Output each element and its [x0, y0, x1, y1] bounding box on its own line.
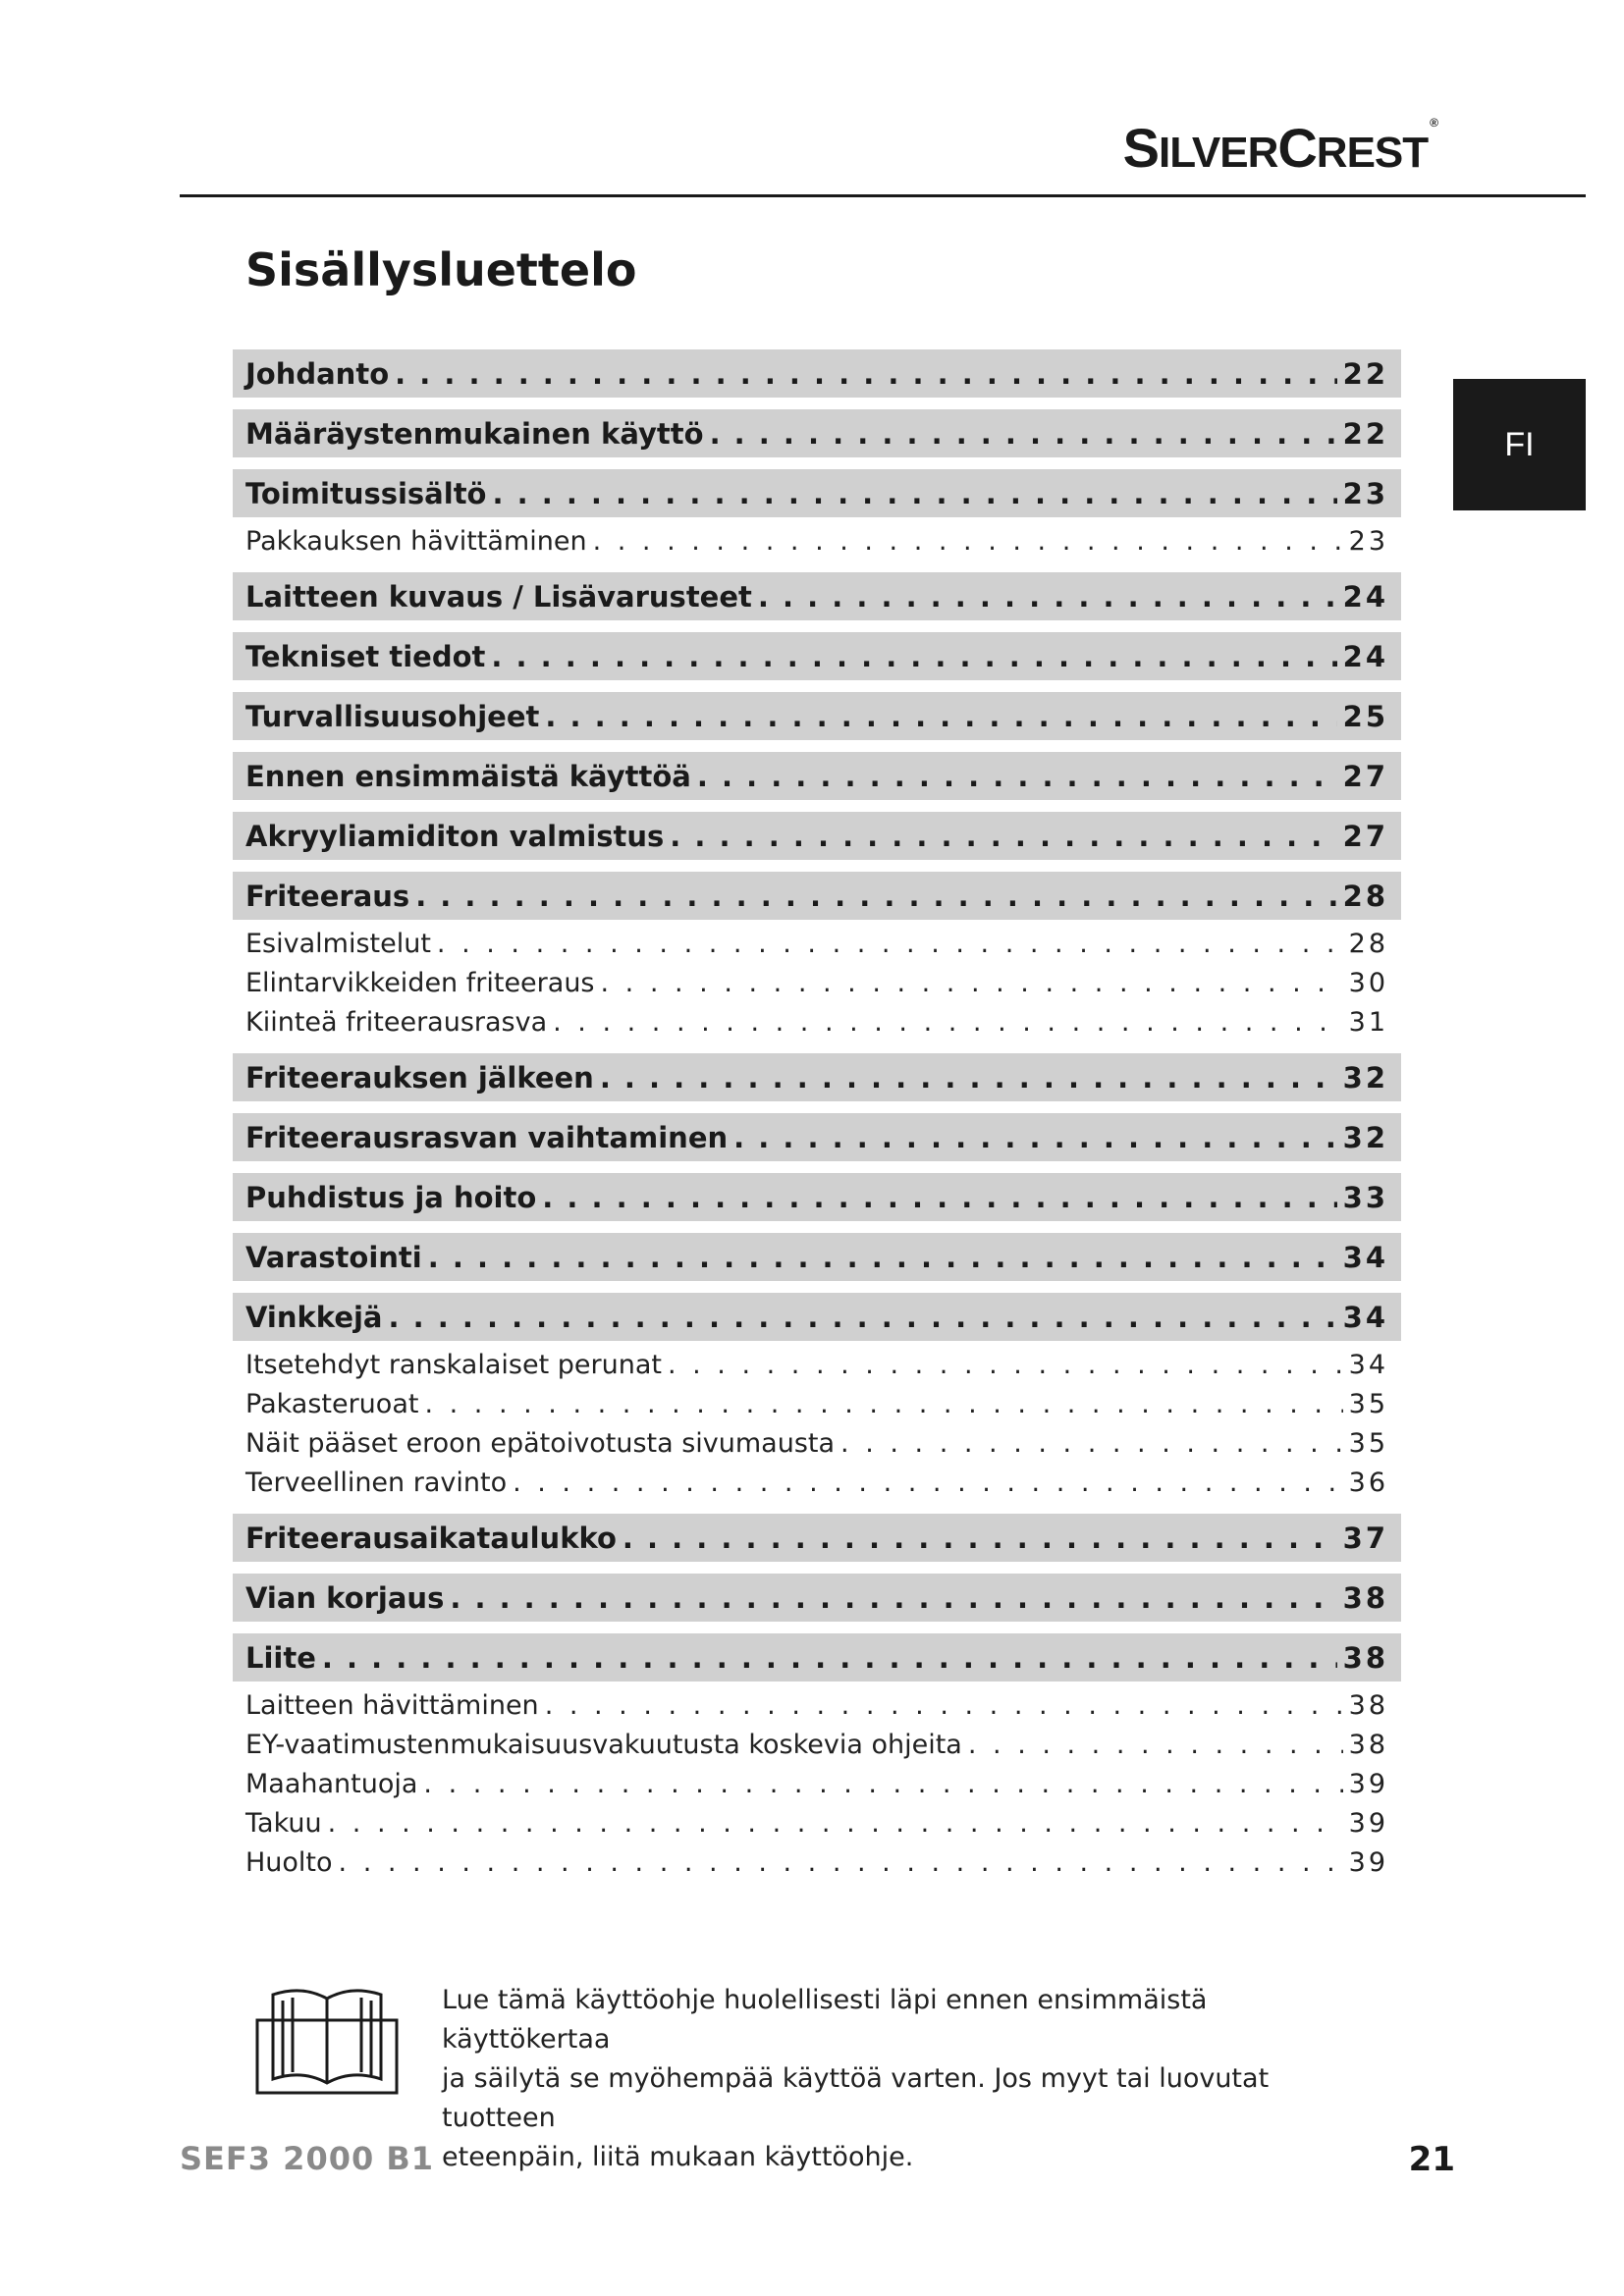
- dot-leader: [328, 1808, 1343, 1839]
- dot-leader: [697, 760, 1337, 793]
- toc-entry-title: Pakkauksen hävittäminen: [245, 525, 587, 557]
- toc-page-number: 28: [1348, 928, 1388, 959]
- toc-section-row: [233, 1633, 1401, 1682]
- toc-section-row: [233, 1053, 1401, 1101]
- toc-page-number: 39: [1348, 1846, 1388, 1878]
- toc-entry-title: Maahantuoja: [245, 1768, 418, 1799]
- toc-entry-title: Varastointi: [245, 1240, 422, 1274]
- brand-logo: SILVERCREST®: [1122, 116, 1437, 179]
- toc-entry-title: EY-vaatimustenmukaisuusvakuutusta koskevia ohjeita: [245, 1729, 962, 1760]
- dot-leader: [601, 968, 1343, 998]
- notice-line: eteenpäin, liitä mukaan käyttöohje.: [442, 2142, 914, 2172]
- dot-leader: [395, 357, 1337, 391]
- toc-subsection-row: [233, 1002, 1401, 1041]
- toc-page-number: 32: [1342, 1060, 1388, 1095]
- toc-section-row: [233, 1293, 1401, 1341]
- toc-page-number: 27: [1342, 759, 1388, 793]
- toc-entry-title: Friteerausrasvan vaihtaminen: [245, 1120, 729, 1154]
- toc-entry-title: Akryyliamiditon valmistus: [245, 819, 665, 853]
- dot-leader: [600, 1061, 1337, 1095]
- table-of-contents: [233, 349, 1401, 1882]
- toc-page-number: 27: [1342, 819, 1388, 853]
- toc-entry-title: Puhdistus ja hoito: [245, 1180, 537, 1214]
- dot-leader: [424, 1389, 1342, 1419]
- toc-page-number: 24: [1342, 579, 1388, 614]
- toc-section-row: [233, 349, 1401, 398]
- toc-section-row: [233, 1514, 1401, 1562]
- notice-line: Lue tämä käyttöohje huolellisesti läpi ennen ensimmäistä käyttökertaa: [442, 1985, 1208, 2055]
- toc-entry-title: Vian korjaus: [245, 1580, 445, 1615]
- toc-entry-title: Kiinteä friteerausrasva: [245, 1006, 548, 1038]
- toc-entry-title: Johdanto: [245, 356, 390, 391]
- dot-leader: [491, 640, 1336, 673]
- toc-entry-title: Itsetehdyt ranskalaiset perunat: [245, 1349, 662, 1380]
- toc-entry-title: Takuu: [245, 1807, 322, 1839]
- toc-subsection-row: [233, 1764, 1401, 1803]
- toc-page-number: 39: [1348, 1768, 1388, 1799]
- dot-leader: [513, 1468, 1343, 1498]
- toc-entry-title: Vinkkejä: [245, 1300, 383, 1334]
- toc-page-number: 35: [1348, 1388, 1388, 1419]
- toc-page-number: 32: [1342, 1120, 1388, 1154]
- toc-section-row: [233, 409, 1401, 457]
- toc-entry-title: Liite: [245, 1640, 316, 1675]
- toc-page-number: 24: [1342, 639, 1388, 673]
- toc-section-row: [233, 1173, 1401, 1221]
- toc-entry-title: Tekniset tiedot: [245, 639, 486, 673]
- toc-section-row: [233, 1233, 1401, 1281]
- toc-page-number: 38: [1348, 1689, 1388, 1721]
- dot-leader: [668, 1350, 1343, 1380]
- dot-leader: [670, 820, 1336, 853]
- book-icon: [253, 1981, 401, 2097]
- dot-leader: [415, 880, 1336, 913]
- toc-page-number: 28: [1342, 879, 1388, 913]
- toc-entry-title: Esivalmistelut: [245, 928, 431, 959]
- toc-page-number: 23: [1342, 476, 1388, 510]
- toc-subsection-row: [233, 1803, 1401, 1842]
- toc-entry-title: Friteerauksen jälkeen: [245, 1060, 594, 1095]
- dot-leader: [710, 417, 1337, 451]
- header-divider: [180, 194, 1586, 197]
- toc-page-number: 38: [1342, 1580, 1388, 1615]
- toc-subsection-row: [233, 924, 1401, 963]
- dot-leader: [545, 700, 1336, 733]
- dot-leader: [542, 1181, 1336, 1214]
- dot-leader: [437, 929, 1343, 959]
- toc-subsection-row: [233, 1345, 1401, 1384]
- notice-text: [442, 1981, 1326, 2177]
- notice-line: ja säilytä se myöhempää käyttöä varten. Jos myyt tai luovutat tuotteen: [442, 2063, 1270, 2133]
- toc-section-row: [233, 812, 1401, 860]
- toc-page-number: 38: [1342, 1640, 1388, 1675]
- toc-section-row: [233, 872, 1401, 920]
- toc-section-row: [233, 469, 1401, 517]
- toc-page-number: 23: [1348, 525, 1388, 557]
- toc-subsection-row: [233, 1423, 1401, 1463]
- toc-section-row: [233, 692, 1401, 740]
- dot-leader: [840, 1428, 1343, 1459]
- toc-entry-title: Laitteen kuvaus / Lisävarusteet: [245, 579, 752, 614]
- toc-subsection-row: [233, 1685, 1401, 1725]
- toc-entry-title: Friteerausaikataulukko: [245, 1521, 617, 1555]
- toc-entry-title: Pakasteruoat: [245, 1388, 419, 1419]
- toc-subsection-row: [233, 1725, 1401, 1764]
- toc-subsection-row: [233, 1842, 1401, 1882]
- toc-section-row: [233, 632, 1401, 680]
- dot-leader: [389, 1301, 1337, 1334]
- toc-entry-title: Friteeraus: [245, 879, 410, 913]
- toc-page-number: 38: [1348, 1729, 1388, 1760]
- dot-leader: [623, 1522, 1337, 1555]
- toc-page-number: 25: [1342, 699, 1388, 733]
- toc-entry-title: Määräystenmukainen käyttö: [245, 416, 704, 451]
- language-tab: FI: [1453, 379, 1586, 510]
- toc-subsection-row: [233, 963, 1401, 1002]
- toc-subsection-row: [233, 521, 1401, 561]
- toc-subsection-row: [233, 1463, 1401, 1502]
- toc-entry-title: Huolto: [245, 1846, 333, 1878]
- toc-entry-title: Turvallisuusohjeet: [245, 699, 540, 733]
- toc-subsection-row: [233, 1384, 1401, 1423]
- toc-page-number: 31: [1348, 1006, 1388, 1038]
- toc-page-number: 30: [1348, 967, 1388, 998]
- dot-leader: [339, 1847, 1343, 1878]
- dot-leader: [968, 1730, 1343, 1760]
- toc-entry-title: Näit pääset eroon epätoivotusta sivumausta: [245, 1427, 836, 1459]
- dot-leader: [593, 526, 1343, 557]
- dot-leader: [492, 477, 1336, 510]
- toc-section-row: [233, 1574, 1401, 1622]
- toc-page-number: 37: [1342, 1521, 1388, 1555]
- toc-section-row: [233, 572, 1401, 620]
- model-number: SEF3 2000 B1: [180, 2140, 435, 2177]
- toc-page-number: 39: [1348, 1807, 1388, 1839]
- toc-page-number: 22: [1342, 416, 1388, 451]
- toc-page-number: 36: [1348, 1467, 1388, 1498]
- dot-leader: [450, 1581, 1336, 1615]
- dot-leader: [758, 580, 1337, 614]
- dot-leader: [553, 1007, 1343, 1038]
- toc-page-number: 34: [1348, 1349, 1388, 1380]
- dot-leader: [733, 1121, 1337, 1154]
- toc-page-number: 34: [1342, 1240, 1388, 1274]
- toc-section-row: [233, 752, 1401, 800]
- toc-section-row: [233, 1113, 1401, 1161]
- page-title: Sisällysluettelo: [245, 243, 637, 296]
- toc-page-number: 35: [1348, 1427, 1388, 1459]
- toc-page-number: 33: [1342, 1180, 1388, 1214]
- dot-leader: [322, 1641, 1337, 1675]
- dot-leader: [428, 1241, 1337, 1274]
- toc-page-number: 22: [1342, 356, 1388, 391]
- dot-leader: [545, 1690, 1343, 1721]
- toc-entry-title: Laitteen hävittäminen: [245, 1689, 539, 1721]
- page-number: 21: [1408, 2140, 1455, 2179]
- toc-page-number: 34: [1342, 1300, 1388, 1334]
- toc-entry-title: Ennen ensimmäistä käyttöä: [245, 759, 691, 793]
- toc-entry-title: Elintarvikkeiden friteeraus: [245, 967, 595, 998]
- toc-entry-title: Terveellinen ravinto: [245, 1467, 508, 1498]
- dot-leader: [423, 1769, 1342, 1799]
- toc-entry-title: Toimitussisältö: [245, 476, 487, 510]
